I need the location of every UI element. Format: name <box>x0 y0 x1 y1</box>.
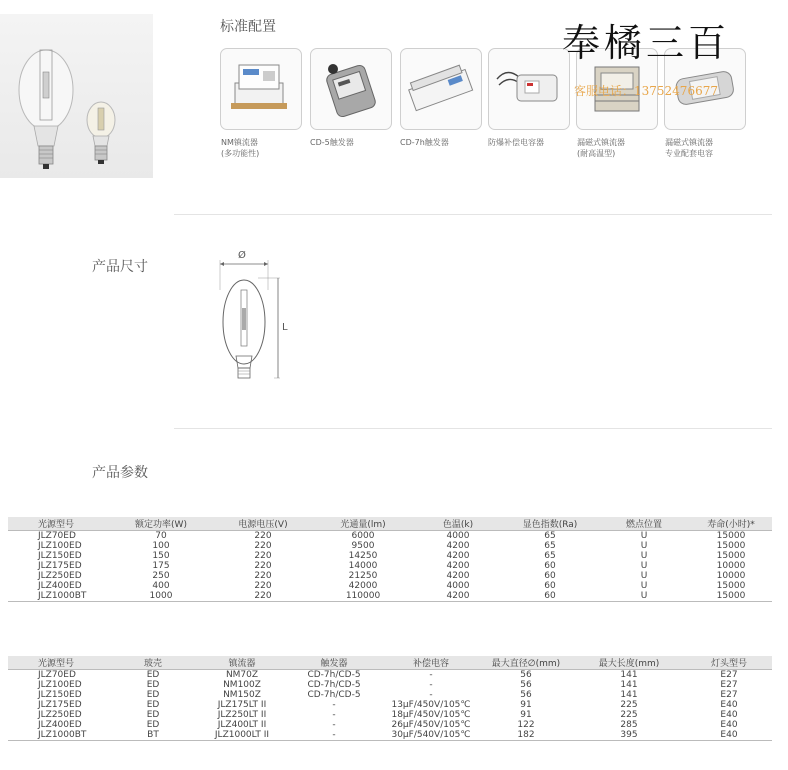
table-cell: ED <box>146 720 160 730</box>
table-cell: 6000 <box>351 531 375 541</box>
table-cell: 250 <box>152 571 170 581</box>
table-cell: - <box>286 730 382 741</box>
table-cell: JLZ250LT II <box>217 710 267 720</box>
watermark-brand: 奉橘三百 <box>562 21 731 65</box>
table-cell: 30μF/540V/105℃ <box>382 730 480 741</box>
table-cell: 65 <box>544 541 556 551</box>
column-header: 寿命(小时)* <box>690 517 772 531</box>
table-cell: 91 <box>520 700 532 710</box>
params-table-1 <box>8 517 772 602</box>
table-cell: 141 <box>620 690 638 700</box>
length-label: L <box>282 322 288 333</box>
table-cell: E40 <box>720 700 738 710</box>
table-cell: - <box>429 680 433 690</box>
caption-line: CD-7h触发器 <box>400 138 449 147</box>
table-cell: 65 <box>544 551 556 561</box>
table-cell: - <box>429 670 433 680</box>
caption-line: 专业配套电容 <box>665 149 713 158</box>
diameter-label: Ø <box>238 250 246 261</box>
table-cell: E27 <box>720 680 738 690</box>
table-cell: ED <box>146 710 160 720</box>
table-cell: U <box>640 551 648 561</box>
table-cell: JLZ400ED <box>38 581 82 591</box>
table-cell: NM70Z <box>225 670 259 680</box>
table-cell: U <box>598 591 690 602</box>
table-cell: 4000 <box>446 531 470 541</box>
table-row <box>8 700 772 710</box>
caption-4 <box>488 137 578 148</box>
table-cell: 15000 <box>716 531 746 541</box>
table-cell: 4200 <box>446 561 470 571</box>
column-header: 色温(k) <box>414 517 502 531</box>
thumb-capacitor <box>488 48 570 130</box>
table-cell: JLZ175LT II <box>217 700 267 710</box>
caption-line: (多功能性) <box>221 149 260 158</box>
table-row <box>8 710 772 720</box>
table-cell: 225 <box>620 710 638 720</box>
table-cell: E27 <box>720 690 738 700</box>
table-cell: CD-7h/CD-5 <box>307 690 361 700</box>
table-cell: 110000 <box>312 591 414 602</box>
table-cell: ED <box>146 680 160 690</box>
table-cell: 21250 <box>348 571 378 581</box>
table-cell: 14000 <box>348 561 378 571</box>
table-row <box>8 680 772 690</box>
table-cell: - <box>332 700 336 710</box>
table-header-row <box>8 656 772 670</box>
table-cell: 4200 <box>414 591 502 602</box>
standard-config-title: 标准配置 <box>220 19 276 35</box>
table-cell: 60 <box>502 591 598 602</box>
caption-1 <box>221 137 311 159</box>
table-cell: 285 <box>620 720 638 730</box>
table-cell: 56 <box>520 690 532 700</box>
table-cell: 220 <box>254 561 272 571</box>
large-lamp-image <box>19 50 73 169</box>
table-cell: E27 <box>720 670 738 680</box>
table-cell: JLZ1000LT II <box>198 730 286 741</box>
table-cell: 100 <box>152 541 170 551</box>
table-cell: E40 <box>720 720 738 730</box>
column-header: 电源电压(V) <box>214 517 312 531</box>
table-row <box>8 561 772 571</box>
table-cell: JLZ150ED <box>38 690 82 700</box>
table-cell: 175 <box>152 561 170 571</box>
table-cell: 1000 <box>108 591 214 602</box>
table-cell: JLZ70ED <box>38 531 76 541</box>
caption-line: CD-5触发器 <box>310 138 354 147</box>
caption-line: 漏磁式镇流器 <box>577 138 625 147</box>
table-cell: 15000 <box>716 541 746 551</box>
table-cell: 15000 <box>716 581 746 591</box>
dimension-drawing <box>214 250 294 384</box>
column-header: 触发器 <box>286 656 382 670</box>
table-cell: 220 <box>254 541 272 551</box>
table-cell: NM100Z <box>223 680 261 690</box>
table-cell: 70 <box>155 531 167 541</box>
column-header: 补偿电容 <box>382 656 480 670</box>
table-row <box>8 720 772 730</box>
table-cell: 15000 <box>716 551 746 561</box>
table-header-row <box>8 517 772 531</box>
thumb-cd7h-igniter <box>400 48 482 130</box>
table-row <box>8 571 772 581</box>
table-cell: 65 <box>544 531 556 541</box>
table-cell: JLZ250ED <box>38 571 82 581</box>
column-header: 光通量(lm) <box>312 517 414 531</box>
table-cell: JLZ175ED <box>38 561 82 571</box>
table-cell: JLZ150ED <box>38 551 82 561</box>
column-header: 玻壳 <box>108 656 198 670</box>
table-cell: JLZ175ED <box>38 700 82 710</box>
table-cell: U <box>640 541 648 551</box>
table-cell: U <box>640 531 648 541</box>
table-cell: 15000 <box>690 591 772 602</box>
table-cell: 56 <box>520 680 532 690</box>
column-header: 光源型号 <box>8 517 108 531</box>
table-cell: JLZ1000BT <box>8 730 108 741</box>
params-title: 产品参数 <box>92 465 148 481</box>
table-cell: JLZ100ED <box>38 680 82 690</box>
table-cell: 9500 <box>351 541 375 551</box>
table-cell: 91 <box>520 710 532 720</box>
table-cell: JLZ400LT II <box>217 720 267 730</box>
caption-line: 漏磁式镇流器 <box>665 138 713 147</box>
table-cell: 141 <box>620 680 638 690</box>
column-header: 光源型号 <box>8 656 108 670</box>
table-cell: 225 <box>620 700 638 710</box>
thumb-nm-ballast <box>220 48 302 130</box>
caption-3 <box>400 137 490 148</box>
watermark-contact: 客服电话：13752476677 <box>574 84 718 98</box>
table-row <box>8 531 772 542</box>
table-cell: E40 <box>686 730 772 741</box>
table-cell: NM150Z <box>223 690 261 700</box>
table-row <box>8 730 772 741</box>
table-cell: 220 <box>254 571 272 581</box>
table-cell: - <box>332 720 336 730</box>
table-cell: 4200 <box>446 541 470 551</box>
table-cell: 220 <box>254 551 272 561</box>
table-cell: 26μF/450V/105℃ <box>391 720 471 730</box>
table-row <box>8 670 772 681</box>
table-row <box>8 690 772 700</box>
table-cell: 182 <box>480 730 572 741</box>
table-cell: 10000 <box>716 561 746 571</box>
section-divider <box>174 428 772 429</box>
column-header: 镇流器 <box>198 656 286 670</box>
table-body <box>8 531 772 602</box>
table-cell: - <box>429 690 433 700</box>
column-header: 显色指数(Ra) <box>502 517 598 531</box>
table-cell: 4200 <box>446 551 470 561</box>
table-row <box>8 591 772 602</box>
dimension-title: 产品尺寸 <box>92 259 148 275</box>
table-cell: 60 <box>544 561 556 571</box>
table-cell: 56 <box>520 670 532 680</box>
table-cell: U <box>640 561 648 571</box>
column-header: 最大直径∅(mm) <box>480 656 572 670</box>
table-cell: 60 <box>544 581 556 591</box>
thumb-cd5-igniter <box>310 48 392 130</box>
caption-5 <box>577 137 667 159</box>
table-cell: - <box>332 710 336 720</box>
table-cell: JLZ70ED <box>38 670 76 680</box>
table-cell: 122 <box>517 720 535 730</box>
table-cell: JLZ1000BT <box>8 591 108 602</box>
table-cell: 220 <box>254 531 272 541</box>
table-cell: CD-7h/CD-5 <box>307 680 361 690</box>
table-cell: 42000 <box>348 581 378 591</box>
caption-line: (耐高温型) <box>577 149 616 158</box>
table-cell: 10000 <box>716 571 746 581</box>
table-cell: 13μF/450V/105℃ <box>391 700 471 710</box>
table-cell: 220 <box>214 591 312 602</box>
caption-line: 防爆补偿电容器 <box>488 138 544 147</box>
table-cell: JLZ400ED <box>38 720 82 730</box>
product-photo <box>0 14 153 178</box>
table-cell: 150 <box>152 551 170 561</box>
table-cell: 18μF/450V/105℃ <box>391 710 471 720</box>
table-cell: 220 <box>254 581 272 591</box>
table-cell: ED <box>146 670 160 680</box>
table-cell: U <box>640 571 648 581</box>
caption-line: NM镇流器 <box>221 138 258 147</box>
table-cell: E40 <box>720 710 738 720</box>
table-cell: 4200 <box>446 571 470 581</box>
column-header: 额定功率(W) <box>108 517 214 531</box>
table-cell: 395 <box>572 730 686 741</box>
table-cell: 4000 <box>446 581 470 591</box>
table-row <box>8 551 772 561</box>
table-cell: JLZ250ED <box>38 710 82 720</box>
column-header: 最大长度(mm) <box>572 656 686 670</box>
column-header: 燃点位置 <box>598 517 690 531</box>
table-cell: 141 <box>620 670 638 680</box>
table-row <box>8 541 772 551</box>
table-cell: 60 <box>544 571 556 581</box>
caption-6 <box>665 137 755 159</box>
table-cell: ED <box>146 690 160 700</box>
column-header: 灯头型号 <box>686 656 772 670</box>
caption-2 <box>310 137 400 148</box>
section-divider <box>174 214 772 215</box>
table-cell: U <box>640 581 648 591</box>
table-cell: ED <box>146 700 160 710</box>
table-cell: 14250 <box>348 551 378 561</box>
table-cell: CD-7h/CD-5 <box>307 670 361 680</box>
table-cell: JLZ100ED <box>38 541 82 551</box>
small-lamp-image <box>87 102 115 164</box>
table-body <box>8 670 772 741</box>
table-cell: BT <box>108 730 198 741</box>
params-table-2 <box>8 656 772 741</box>
table-row <box>8 581 772 591</box>
table-cell: 400 <box>152 581 170 591</box>
